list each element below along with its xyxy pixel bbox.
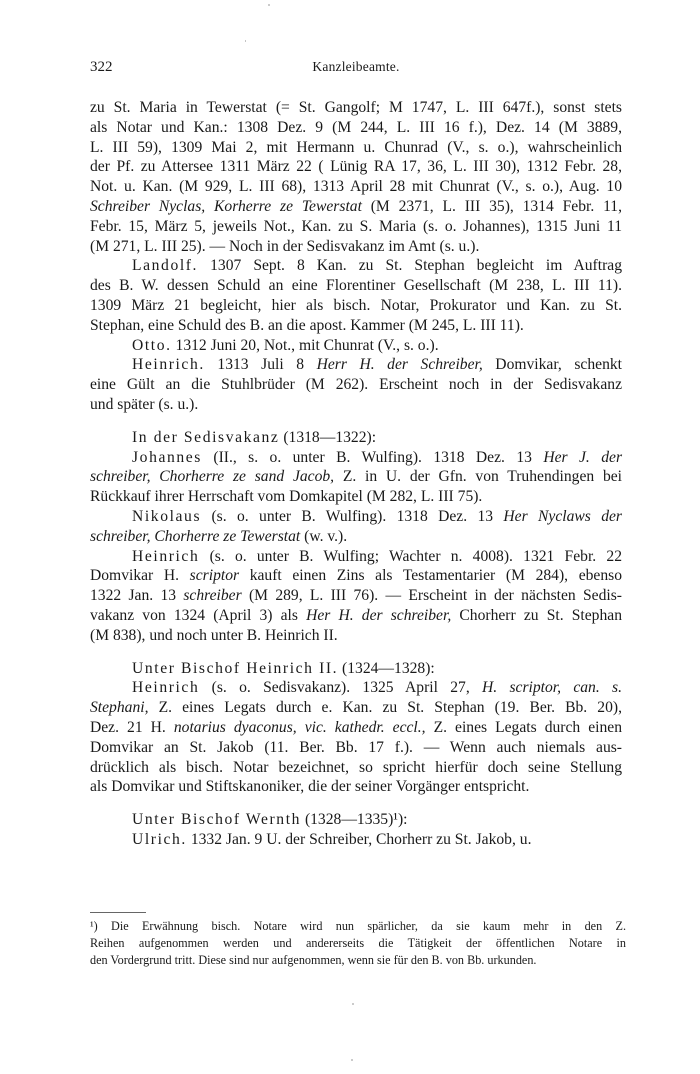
italic-quote: notarius dyaconus, vic. kathedr. eccl.,	[173, 718, 426, 736]
text-run: (M 2371, L. III 35), 1314 Febr. 11,	[361, 197, 622, 215]
text-run: 1332 Jan. 9 U. der Schreiber, Chorherr zu St. Jakob, u.	[186, 830, 532, 848]
entry-name: Johannes	[132, 448, 202, 466]
text-line	[90, 448, 622, 468]
text-line	[90, 355, 622, 375]
paragraph	[90, 830, 622, 850]
text-line	[90, 237, 622, 257]
text-run: eine Gült an die Stuhlbrüder (M 262). Erscheint noch in der Sedisvakanz	[90, 376, 622, 394]
text-line	[90, 626, 622, 646]
section-gap	[90, 415, 622, 428]
text-run: Domvikar, schenkt	[482, 356, 622, 374]
text-line	[90, 738, 622, 758]
footnote-rule	[90, 912, 146, 913]
entry-name: Heinrich	[132, 547, 200, 565]
text-run: der Pf. zu Attersee 1311 März 22 ( Lünig RA 17, 36, L. III 30), 1312 Febr. 28,	[90, 158, 622, 176]
entry-name: Otto.	[132, 336, 172, 354]
text-line	[90, 467, 622, 487]
text-line	[90, 547, 622, 567]
entry-name: Nikolaus	[132, 507, 202, 525]
italic-quote: scriptor	[189, 567, 240, 585]
page-number: 322	[90, 59, 113, 75]
entry-name: Ulrich.	[132, 830, 187, 848]
paragraph	[90, 507, 622, 547]
text-line	[90, 157, 622, 177]
paragraph	[90, 547, 622, 646]
text-run: Stephan, eine Schuld des B. an die apost. Kammer (M 245, L. III 11).	[90, 316, 524, 334]
text-run: 1313 Juli 8	[204, 356, 317, 374]
italic-quote: schreiber	[183, 587, 242, 605]
text-line	[90, 197, 622, 217]
text-line	[90, 118, 622, 138]
text-run: als Domvikar und Stiftskanoniker, die der seiner Vorgänger entspricht.	[90, 778, 530, 796]
text-line	[90, 678, 622, 698]
paragraph	[90, 256, 622, 335]
text-run: (M 289, L. III 76). — Erscheint in der nächsten Sedis-	[241, 587, 622, 605]
text-line	[90, 98, 622, 118]
section-gap	[90, 646, 622, 659]
text-line	[90, 375, 622, 395]
page-header	[90, 59, 622, 83]
italic-quote: schreiber, Chorherre ze Tewerstat	[90, 527, 301, 545]
text-run: zu St. Maria in Tewerstat (= St. Gangolf; M 1747, L. III 647f.), sonst stets	[90, 99, 622, 116]
text-run: Rückkauf ihrer Herrschaft vom Domkapitel (M 282, L. III 75).	[90, 488, 483, 506]
italic-quote: Her H. der schreiber,	[306, 606, 452, 624]
text-run: (s. o. Sedisvakanz). 1325 April 27,	[199, 679, 483, 697]
text-line	[90, 276, 622, 296]
text-run: Not. u. Kan. (M 929, L. III 68), 1313 April 28 mit Chunrat (V., s. o.), Aug. 10	[90, 178, 622, 196]
text-line	[90, 177, 622, 197]
text-run: drücklich als bisch. Notar bezeichnet, so spricht hierfür doch seine Stellung	[90, 758, 622, 776]
paragraph	[90, 428, 622, 448]
running-title: Kanzleibeamte.	[312, 59, 400, 74]
text-run: Z. in U. der Gfn. von Truhendingen bei	[334, 468, 622, 486]
text-line	[90, 507, 622, 527]
entry-name: Unter Bischof Heinrich II.	[132, 659, 339, 677]
text-run: Domvikar an St. Jakob (11. Ber. Bb. 17 f.). — Wenn auch niemals aus-	[90, 738, 622, 756]
text-line	[90, 395, 622, 415]
text-run: vakanz von 1324 (April 3) als	[90, 606, 307, 624]
text-line	[90, 758, 622, 778]
text-line	[90, 718, 622, 738]
text-run: L. III 59), 1309 Mai 2, mit Hermann u. Chunrad (V., s. o.), wahrscheinlich	[90, 138, 622, 156]
text-line	[90, 336, 622, 356]
paragraph	[90, 448, 622, 507]
text-line	[90, 698, 622, 718]
text-line	[90, 659, 622, 679]
text-run: Domvikar H.	[90, 567, 190, 585]
footnotes	[90, 918, 626, 969]
text-run: Febr. 15, März 5, jeweils Not., Kan. zu S. Maria (s. o. Johannes), 1315 Juni 11	[90, 217, 622, 235]
paragraph	[90, 98, 622, 256]
text-line	[90, 566, 622, 586]
italic-quote: Her Nyclaws der	[503, 507, 622, 525]
paragraph	[90, 659, 622, 679]
text-line	[90, 487, 622, 507]
text-run: (1324—1328):	[338, 659, 435, 677]
text-run: und später (s. u.).	[90, 395, 199, 413]
text-line	[90, 428, 622, 448]
text-line	[90, 606, 622, 626]
entry-name: Heinrich	[132, 679, 200, 697]
text-run: (w. v.).	[300, 527, 348, 545]
text-run: (M 271, L. III 25). — Noch in der Sedisvakanz im Amt (s. u.).	[90, 237, 480, 255]
footnote-line: Reihen aufgenommen werden und andererseits die Tätigkeit der öffentlichen Notare in	[90, 936, 626, 950]
text-run: 1309 März 21 begleicht, hier als bisch. Notar, Prokurator und Kan. zu St.	[90, 296, 622, 314]
italic-quote: Herr H. der Schreiber,	[316, 356, 483, 374]
text-run: 1312 Juni 20, Not., mit Chunrat (V., s. o.).	[171, 336, 439, 354]
entry-name: Unter Bischof Wernth	[132, 811, 302, 829]
text-line	[90, 810, 622, 830]
entry-name: In der Sedisvakanz	[132, 428, 280, 446]
text-line	[90, 586, 622, 606]
text-line	[90, 217, 622, 237]
text-run: (1328—1335)¹):	[301, 811, 408, 829]
italic-quote: H. scriptor, can. s.	[482, 679, 622, 697]
paragraph	[90, 336, 622, 356]
text-line	[90, 296, 622, 316]
text-run: (1318—1322):	[279, 428, 377, 446]
paragraph	[90, 810, 622, 830]
text-line	[90, 256, 622, 276]
text-run: Z. eines Legats durch einen	[425, 718, 623, 736]
text-run: (s. o. unter B. Wulfing). 1318 Dez. 13	[201, 507, 504, 525]
text-line	[90, 138, 622, 158]
text-line	[90, 830, 622, 850]
main-text	[90, 98, 622, 850]
italic-quote: schreiber, Chorherre ze sand Jacob,	[90, 468, 335, 486]
text-line	[90, 777, 622, 797]
text-run: (M 838), und noch unter B. Heinrich II.	[90, 626, 338, 644]
text-run: Dez. 21 H.	[90, 718, 174, 736]
italic-quote: Stephani,	[90, 699, 149, 717]
text-run: (II., s. o. unter B. Wulfing). 1318 Dez. 13	[201, 448, 544, 466]
text-line	[90, 527, 622, 547]
italic-quote: Her J. der	[543, 448, 623, 466]
paragraph	[90, 678, 622, 797]
text-run: 1322 Jan. 13	[90, 587, 184, 605]
text-run: Chorherr zu St. Stephan	[451, 606, 622, 624]
footnote-line: ¹) Die Erwähnung bisch. Notare wird nun spärlicher, da sie kaum mehr in den Z.	[90, 919, 626, 933]
section-gap	[90, 797, 622, 810]
text-run: des B. W. dessen Schuld an eine Florentiner Gesellschaft (M 238, L. III 11).	[90, 277, 622, 295]
text-run: 1307 Sept. 8 Kan. zu St. Stephan begleicht im Auftrag	[198, 257, 622, 275]
text-run: als Notar und Kan.: 1308 Dez. 9 (M 244, L. III 16 f.), Dez. 14 (M 3889,	[90, 118, 622, 136]
entry-name: Heinrich.	[132, 356, 205, 374]
entry-name: Landolf.	[132, 257, 199, 275]
italic-quote: Schreiber Nyclas, Korherre ze Tewerstat	[90, 197, 362, 215]
paragraph	[90, 355, 622, 414]
footnote-line: den Vordergrund tritt. Diese sind nur aufgenommen, wenn sie für den B. von Bb. urkunden.	[90, 953, 537, 967]
text-line	[90, 316, 622, 336]
text-run: (s. o. unter B. Wulfing; Wachter n. 4008). 1321 Febr. 22	[199, 547, 622, 565]
text-run: kauft einen Zins als Testamentarier (M 284), ebenso	[239, 567, 622, 585]
text-run: Z. eines Legats durch e. Kan. zu St. Stephan (19. Ber. Bb. 20),	[148, 699, 622, 717]
